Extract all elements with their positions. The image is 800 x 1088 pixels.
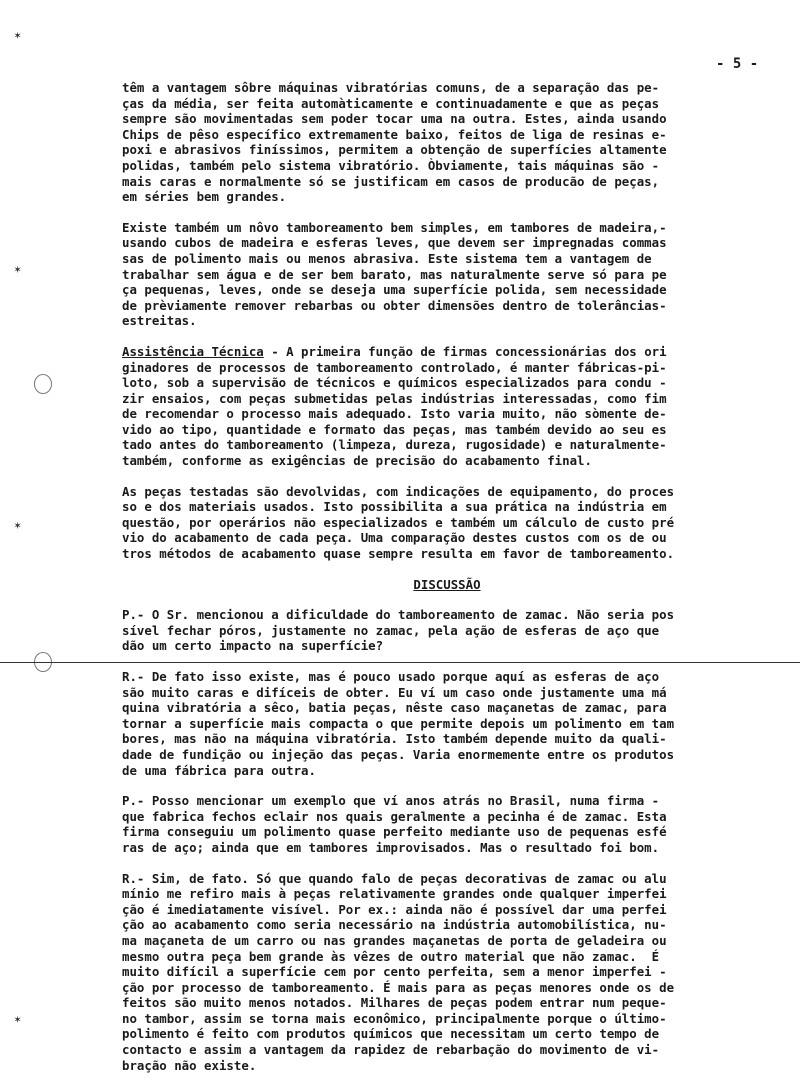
paragraph-text: - A primeira função de firmas concessionárias dos ori ginadores de processos de tamboreamento controlado, é manter fábricas-pi- loto, sob a supervisão de técnicos e químicos especializados para condu - zir ensaios, com peças submetidas pelas indústrias interessadas, como fim de recomendar o processo mais adequado. Isto varia muito, não sòmente de- vido ao tipo, quantidade e formato das peças, mas também devido ao seu es tado antes do tamboreamento (limpeza, dureza, rugosidade) e naturalmente- também, conforme as exigências de precisão do acabamento final. — [122, 343, 667, 469]
scan-mark: ✶ — [14, 518, 22, 532]
paragraph: têm a vantagem sôbre máquinas vibratórias comuns, de a separação das pe- ças da média, ser feita automàticamente e continuadamente e que as peças sempre são movimentadas sem poder tocar uma na outra. Estes, ainda usando Chips de pêso específico extremamente baixo, feitos de liga de resinas e- poxi e abrasivos finíssimos, permitem a obtenção de superfícies altamente polidas, também pelo sistema vibratório. Òbviamente, tais máquinas são - mais caras e normalmente só se justificam em casos de producão de peças, em séries bem grandes. — [122, 80, 667, 205]
question: P.- O Sr. mencionou a dificuldade do tamboreamento de zamac. Não seria pos sível fechar póros, justamente no zamac, pela ação de esferas de aço que dão um certo impacto na superfície? — [122, 607, 675, 654]
page-number: - 5 - — [716, 56, 759, 72]
answer: R.- De fato isso existe, mas é pouco usado porque aquí as esferas de aço são muito caras e difíceis de obter. Eu ví um caso onde justamente uma má quina vibratória a sêco, batia peças, nêste caso maçanetas de zamac, para tornar a superfície mais compacta o que permite depois um polimento em tam bores, mas não na máquina vibratória. Isto também depende muito da quali- dade de fundição ou injeção das peças. Varia enormemente entre os produtos de uma fábrica para outra. — [122, 669, 675, 778]
section-term: Assistência Técnica — [122, 343, 264, 359]
question: P.- Posso mencionar um exemplo que ví anos atrás no Brasil, numa firma - que fabrica fechos eclair nos quais geralmente a pecinha é de zamac. Esta firma conseguiu um polimento quase perfeito mediante uso de pequenas esfé ras de aço; ainda que em tambores improvisados. Mas o resultado foi bom. — [122, 793, 667, 855]
answer: R.- Sim, de fato. Só que quando falo de peças decorativas de zamac ou alu mínio me refiro mais à peças relativamente grandes onde qualquer imperfei ção é imediatamente visível. Por ex.: ainda não é possível dar uma perfei ção ao acabamento como seria necessário na indústria automobilística, nu- ma maçaneta de um carro ou nas grandes maçanetas de porta de geladeira ou mesmo outra peça bem grande às vêzes de outro material que não zamac. É muito difícil a superfície cem por cento perfeita, sem a menor imperfei - ção por processo de tamboreamento. É mais para as peças menores onde os de feitos são muito menos notados. Milhares de peças podem entrar num peque- no tambor, assim se torna mais econômico, principalmente porque o último- polimento é feito com produtos químicos que necessitam um certo tempo de contacto e assim a vantagem da rapidez de rebarbação do movimento de vi- bração não existe. — [122, 870, 675, 1073]
scan-mark: ✶ — [14, 1012, 22, 1026]
paragraph-assistencia — [122, 344, 772, 469]
scan-mark: ✶ — [14, 262, 22, 276]
punch-hole — [34, 374, 52, 394]
discussion-heading: DISCUSSÃO — [413, 576, 481, 592]
scan-mark: ✶ — [14, 28, 22, 42]
document-body — [122, 80, 772, 1088]
paragraph: As peças testadas são devolvidas, com indicações de equipamento, do proces so e dos materiais usados. Isto possibilita a sua prática na indústria em questão, por operários não especializados e também um cálculo de custo pré vio do acabamento de cada peça. Uma comparação destes custos com os de ou tros métodos de acabamento quase sempre resulta em favor de tamboreamento. — [122, 483, 675, 562]
paragraph: Existe também um nôvo tamboreamento bem simples, em tambores de madeira,- usando cubos de madeira e esferas leves, que devem ser impregnadas commas sas de polimento mais ou menos abrasiva. Este sistema tem a vantagem de trabalhar sem água e de ser bem barato, mas naturalmente serve só para pe ça pequenas, leves, onde se deseja uma superfície polida, sem necessidade de prèviamente remover rebarbas ou obter dimensões dentro de tolerâncias- estreitas. — [122, 219, 667, 329]
